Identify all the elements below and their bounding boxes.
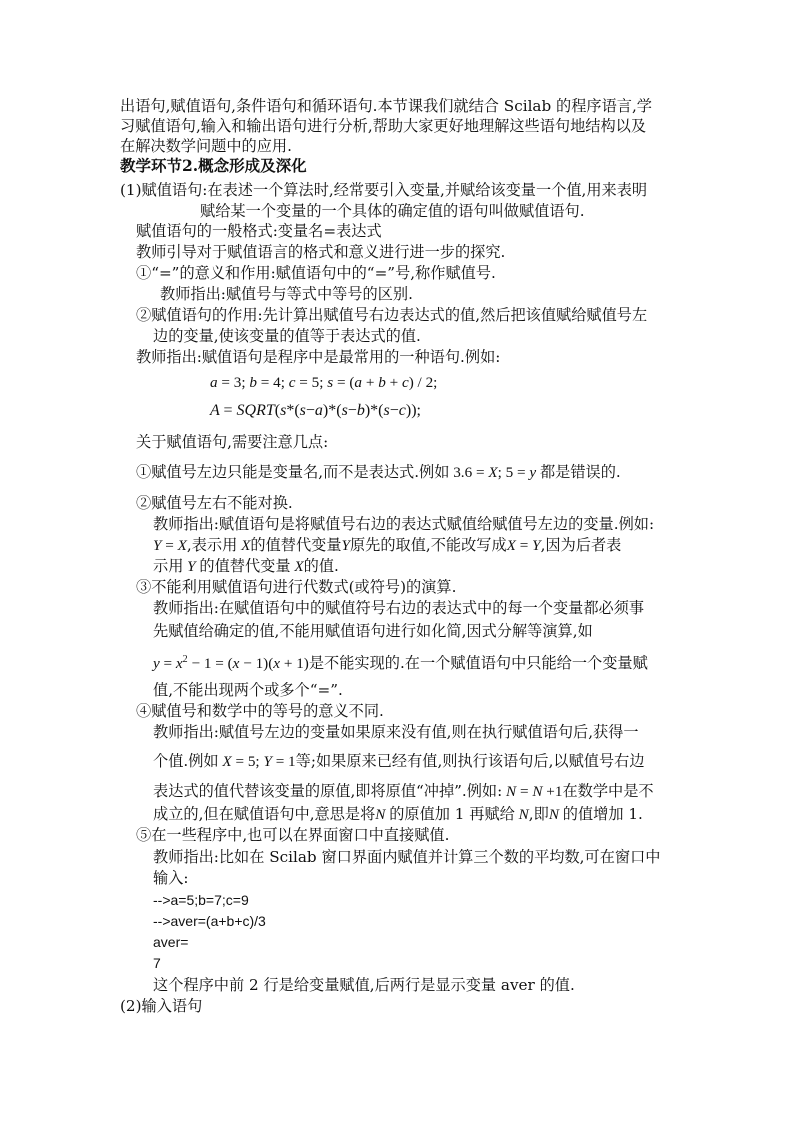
point-2-b: 边的变量,使该变量的值等于表达式的值. xyxy=(153,327,421,345)
note-2-line-3: 示用 Y 的值替代变量 X的值. xyxy=(153,557,339,575)
code-line-1: -->a=5;b=7;c=9 xyxy=(153,892,249,908)
note-5: ⑤在一些程序中,也可以在界面窗口中直接赋值. xyxy=(136,826,450,844)
note-4-a: 教师指出:赋值号左边的变量如果原来没有值,则在执行赋值语句后,获得一 xyxy=(153,723,639,741)
code-line-3: aver= xyxy=(153,934,189,950)
note-3-c: $y = x^2 - 1 = (x - 1)(x + 1)$是不能实现的.在一个赋值语句中只能给一个变量赋 xyxy=(153,654,648,673)
part1-title-cont: 赋给某一个变量的一个具体的确定值的语句叫做赋值语句. xyxy=(200,202,585,220)
point-1-note: 教师指出:赋值号与等式中等号的区别. xyxy=(160,285,413,303)
point-2-a: ②赋值语句的作用:先计算出赋值号右边表达式的值,然后把该值赋给赋值号左 xyxy=(136,306,648,324)
formula-2: A = SQRT(s*(s−a)*(s−b)*(s−c)); xyxy=(210,402,421,419)
intro-line-2: 习赋值语句,输入和输出语句进行分析,帮助大家更好地理解这些语句地结构以及 xyxy=(120,117,647,135)
code-line-2: -->aver=(a+b+c)/3 xyxy=(153,913,266,929)
note-4: ④赋值号和数学中的等号的意义不同. xyxy=(136,702,384,720)
note-4-d: 成立的,但在赋值语句中,意思是将N 的原值加 1 再赋给 N,即N 的值增加 1. xyxy=(153,805,643,823)
point-2-note: 教师指出:赋值语句是程序中是最常用的一种语句.例如: xyxy=(136,348,501,366)
guide-line: 教师引导对于赋值语言的格式和意义进行进一步的探究. xyxy=(136,243,506,261)
point-1: ①“=”的意义和作用:赋值语句中的“=”号,称作赋值号. xyxy=(136,264,496,282)
note-3: ③不能利用赋值语句进行代数式(或符号)的演算. xyxy=(136,578,457,596)
note-2-teacher: 教师指出:赋值语句是将赋值号右边的表达式赋值给赋值号左边的变量.例如: xyxy=(153,515,655,533)
format-line: 赋值语句的一般格式:变量名=表达式 xyxy=(136,222,382,240)
intro-line-1: 出语句,赋值语句,条件语句和循环语句.本节课我们就结合 Scilab 的程序语言,学 xyxy=(120,97,652,115)
note-4-c: 表达式的值代替该变量的原值,即将原值“冲掉”.例如: N = N +1在数学中是不 xyxy=(153,782,654,800)
note-4-b: 个值.例如 X = 5; Y = 1等;如果原来已经有值,则执行该语句后,以赋值号右边 xyxy=(153,752,645,770)
note-5-end: 这个程序中前 2 行是给变量赋值,后两行是显示变量 aver 的值. xyxy=(153,976,575,994)
part2-title: (2)输入语句 xyxy=(120,997,203,1015)
note-5-a: 教师指出:比如在 Scilab 窗口界面内赋值并计算三个数的平均数,可在窗口中 xyxy=(153,848,661,866)
note-3-a: 教师指出:在赋值语句中的赋值符号右边的表达式中的每一个变量都必须事 xyxy=(153,599,645,617)
note-3-d: 值,不能出现两个或多个“=”. xyxy=(153,681,343,699)
note-2-line-2: Y = X,表示用 X的值替代变量Y原先的取值,不能改写成X = Y,因为后者表 xyxy=(153,536,622,554)
note-5-b: 输入: xyxy=(153,869,189,887)
attention-line: 关于赋值语句,需要注意几点: xyxy=(136,433,329,451)
note-3-b: 先赋值给确定的值,不能用赋值语句进行如化简,因式分解等演算,如 xyxy=(153,622,593,640)
section-heading: 教学环节2.概念形成及深化 xyxy=(120,156,307,175)
intro-line-3: 在解决数学问题中的应用. xyxy=(120,137,292,155)
code-line-4: 7 xyxy=(153,955,161,971)
note-1: ①赋值号左边只能是变量名,而不是表达式.例如 3.6 = X; 5 = y 都是错误的. xyxy=(136,463,621,481)
formula-1: a = 3; b = 4; c = 5; s = (a + b + c) / 2; xyxy=(210,374,438,391)
part1-title: (1)赋值语句:在表述一个算法时,经常要引入变量,并赋给该变量一个值,用来表明 xyxy=(120,181,648,199)
note-2: ②赋值号左右不能对换. xyxy=(136,494,293,512)
